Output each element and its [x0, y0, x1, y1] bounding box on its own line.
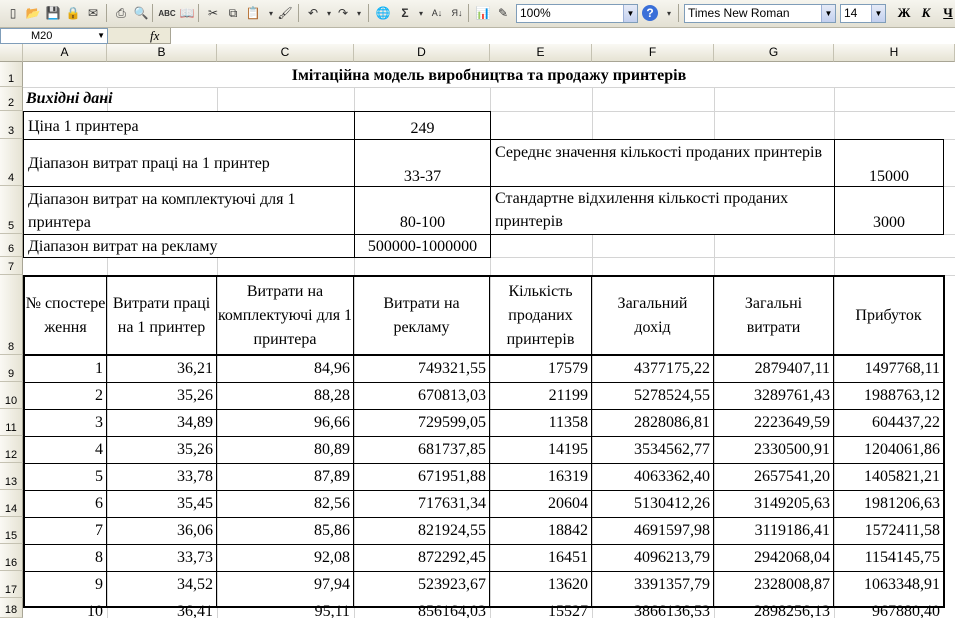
cell-labor-cost[interactable]: 35,45 [177, 495, 213, 512]
cell-total-revenue[interactable]: 4096213,79 [634, 549, 710, 566]
chevron-down-icon: ▼ [871, 5, 885, 22]
cell-observation[interactable]: 5 [95, 468, 103, 485]
cell-components-cost[interactable]: 92,08 [314, 549, 350, 566]
header-total-costs[interactable]: Загальні витрати [744, 294, 803, 336]
header-ads-cost[interactable]: Витрати на рекламу [383, 294, 460, 336]
font-size-value: 14 [844, 6, 858, 20]
cut-icon[interactable]: ✂ [207, 6, 219, 20]
row-header-2[interactable]: 2 [0, 87, 23, 111]
price-label[interactable]: Ціна 1 принтера [23, 111, 355, 140]
components-range-value[interactable]: 80-100 [354, 186, 491, 235]
row-header-18[interactable]: 18 [0, 598, 23, 618]
cell-ads-cost[interactable]: 729599,05 [418, 414, 486, 431]
chevron-down-icon: ▼ [97, 31, 105, 40]
email-icon[interactable]: ✉ [87, 6, 99, 20]
cell-labor-cost[interactable]: 33,78 [177, 468, 213, 485]
sheet-title[interactable]: Імітаційна модель виробництва та продажу принтерів [23, 62, 955, 87]
cell-components-cost[interactable]: 80,89 [314, 441, 350, 458]
cell-sold-count[interactable]: 15527 [548, 603, 588, 618]
cell-components-cost[interactable]: 87,89 [314, 468, 350, 485]
cell-sold-count[interactable]: 14195 [548, 441, 588, 458]
cell-total-revenue[interactable]: 3866136,53 [634, 603, 710, 618]
cell-observation[interactable]: 4 [95, 441, 103, 458]
cell-total-costs[interactable]: 2942068,04 [754, 549, 830, 566]
header-components-cost[interactable]: Витрати на комплектуючі для 1 принтера [217, 282, 353, 348]
function-icon[interactable]: fx [150, 28, 160, 43]
column-header-a[interactable]: A [23, 44, 107, 62]
row-header-13[interactable]: 13 [0, 463, 23, 490]
header-sold-count[interactable]: Кількість проданих принтерів [506, 282, 575, 348]
row-header-5[interactable]: 5 [0, 186, 23, 234]
cell-total-revenue[interactable]: 4377175,22 [634, 360, 710, 377]
row-header-6[interactable]: 6 [0, 234, 23, 257]
cell-components-cost[interactable]: 96,66 [314, 414, 350, 431]
labor-range-value[interactable]: 33-37 [354, 139, 491, 187]
autosum-icon[interactable]: Σ [401, 6, 409, 20]
cell-total-costs[interactable]: 2879407,11 [754, 360, 830, 377]
cell-sold-count[interactable]: 21199 [548, 387, 588, 404]
std-sold-label[interactable]: Стандартне відхилення кількості проданих принтерів [490, 186, 835, 235]
cell-sold-count[interactable]: 11358 [548, 414, 588, 431]
cell-ads-cost[interactable]: 681737,85 [418, 441, 486, 458]
row-header-10[interactable]: 10 [0, 382, 23, 409]
cell-profit[interactable]: 1405821,21 [864, 468, 940, 485]
cell-components-cost[interactable]: 95,11 [314, 603, 350, 618]
font-size-select[interactable] [840, 4, 886, 23]
chart-wizard-icon[interactable]: 📊 [475, 6, 491, 20]
cell-profit[interactable]: 1497768,11 [864, 360, 940, 377]
cell-total-costs[interactable]: 2223649,59 [754, 414, 830, 431]
cell-total-costs[interactable]: 3119186,41 [754, 522, 830, 539]
font-name-value: Times New Roman [688, 6, 790, 20]
cell-total-revenue[interactable]: 5130412,26 [634, 495, 710, 512]
ads-range-label[interactable]: Діапазон витрат на рекламу [23, 234, 355, 258]
cell-profit[interactable]: 1988763,12 [864, 387, 940, 404]
cell-profit[interactable]: 604437,22 [872, 414, 940, 431]
cell-observation[interactable]: 9 [95, 576, 103, 593]
cell-labor-cost[interactable]: 35,26 [177, 441, 213, 458]
cell-observation[interactable]: 7 [95, 522, 103, 539]
format-painter-icon[interactable]: 🖌 [277, 6, 293, 20]
cell-labor-cost[interactable]: 35,26 [177, 387, 213, 404]
cell-sold-count[interactable]: 18842 [548, 522, 588, 539]
cell-ads-cost[interactable]: 749321,55 [418, 360, 486, 377]
cell-profit[interactable]: 1063348,91 [864, 576, 940, 593]
name-box[interactable] [0, 28, 108, 44]
standard-toolbar [0, 0, 955, 28]
header-total-revenue[interactable]: Загальний дохід [617, 294, 688, 336]
cell-labor-cost[interactable]: 33,73 [177, 549, 213, 566]
cell-components-cost[interactable]: 97,94 [314, 576, 350, 593]
cell-profit[interactable]: 1981206,63 [864, 495, 940, 512]
section-heading[interactable]: Вихідні дані [26, 90, 113, 107]
row-header-3[interactable]: 3 [0, 111, 23, 139]
cell-components-cost[interactable]: 84,96 [314, 360, 350, 377]
cell-sold-count[interactable]: 13620 [548, 576, 588, 593]
cell-total-costs[interactable]: 2898256,13 [754, 603, 830, 618]
cell-labor-cost[interactable]: 34,89 [177, 414, 213, 431]
cell-labor-cost[interactable]: 36,41 [177, 603, 213, 618]
hyperlink-icon[interactable]: 🌐 [375, 6, 391, 20]
row-header-9[interactable]: 9 [0, 355, 23, 382]
formula-bar [0, 28, 955, 44]
cell-observation[interactable]: 8 [95, 549, 103, 566]
cell-observation[interactable]: 10 [87, 603, 103, 618]
cell-ads-cost[interactable]: 821924,55 [418, 522, 486, 539]
redo-dropdown-icon[interactable]: ▾ [356, 8, 361, 18]
help-icon[interactable]: ? [642, 5, 658, 21]
italic-button[interactable]: К [921, 5, 931, 20]
cell-ads-cost[interactable]: 671951,88 [418, 468, 486, 485]
cell-total-costs[interactable]: 2330500,91 [754, 441, 830, 458]
header-observation[interactable]: № спостере ження [25, 294, 106, 336]
row-header-7[interactable]: 7 [0, 257, 23, 275]
cell-components-cost[interactable]: 82,56 [314, 495, 350, 512]
row-header-12[interactable]: 12 [0, 436, 23, 463]
autosum-dropdown-icon[interactable]: ▾ [418, 8, 423, 18]
row-header-8[interactable]: 8 [0, 275, 23, 355]
cell-sold-count[interactable]: 17579 [548, 360, 588, 377]
cell-observation[interactable]: 3 [95, 414, 103, 431]
row-header-11[interactable]: 11 [0, 409, 23, 436]
cell-total-costs[interactable]: 3149205,63 [754, 495, 830, 512]
cell-total-costs[interactable]: 2328008,87 [754, 576, 830, 593]
drawing-icon[interactable]: ✎ [497, 6, 509, 20]
cell-labor-cost[interactable]: 36,21 [177, 360, 213, 377]
font-name-select[interactable] [684, 4, 836, 23]
paste-dropdown-icon[interactable]: ▾ [268, 8, 273, 18]
row-header-17[interactable]: 17 [0, 571, 23, 598]
zoom-value: 100% [520, 6, 551, 20]
cell-total-revenue[interactable]: 4691597,98 [634, 522, 710, 539]
row-header-4[interactable]: 4 [0, 139, 23, 186]
cell-total-revenue[interactable]: 2828086,81 [634, 414, 710, 431]
zoom-select[interactable] [516, 4, 638, 23]
cell-profit[interactable]: 1572411,58 [864, 522, 940, 539]
bold-button[interactable]: Ж [897, 5, 911, 20]
cell-total-revenue[interactable]: 3391357,79 [634, 576, 710, 593]
row-header-1[interactable]: 1 [0, 62, 23, 87]
cell-reference: M20 [31, 30, 53, 42]
mean-sold-value[interactable]: 15000 [834, 139, 944, 187]
cell-labor-cost[interactable]: 34,52 [177, 576, 213, 593]
copy-icon[interactable]: ⧉ [228, 5, 238, 20]
row-header-16[interactable]: 16 [0, 544, 23, 571]
cell-profit[interactable]: 967880,40 [872, 603, 940, 618]
cell-components-cost[interactable]: 88,28 [314, 387, 350, 404]
column-header-c[interactable]: C [217, 44, 354, 62]
new-document-icon[interactable]: ▯ [9, 6, 17, 20]
cell-profit[interactable]: 1154145,75 [864, 549, 940, 566]
print-icon[interactable]: ⎙ [116, 5, 126, 20]
redo-icon[interactable]: ↷ [337, 6, 349, 20]
cell-ads-cost[interactable]: 856164,03 [418, 603, 486, 618]
cell-observation[interactable]: 6 [95, 495, 103, 512]
spelling-icon[interactable]: ABC [158, 8, 176, 18]
components-range-label[interactable]: Діапазон витрат на комплектуючі для 1 принтера [23, 186, 355, 235]
research-icon[interactable]: 📖 [179, 6, 195, 20]
header-labor-cost[interactable]: Витрати праці на 1 принтер [112, 294, 211, 336]
chevron-down-icon: ▼ [821, 5, 835, 22]
ads-range-value[interactable]: 500000-1000000 [354, 234, 491, 258]
permission-icon[interactable]: 🔒 [65, 6, 81, 20]
cell-ads-cost[interactable]: 872292,45 [418, 549, 486, 566]
cell-total-costs[interactable]: 2657541,20 [754, 468, 830, 485]
cell-sold-count[interactable]: 16451 [548, 549, 588, 566]
mean-sold-label[interactable]: Середнє значення кількості проданих принтерів [490, 139, 835, 187]
undo-icon[interactable]: ↶ [307, 6, 319, 20]
cell-sold-count[interactable]: 20604 [548, 495, 588, 512]
cell-components-cost[interactable]: 85,86 [314, 522, 350, 539]
cell-ads-cost[interactable]: 717631,34 [418, 495, 486, 512]
cell-ads-cost[interactable]: 670813,03 [418, 387, 486, 404]
sort-ascending-icon[interactable]: A↓ [431, 8, 443, 18]
cell-total-costs[interactable]: 3289761,43 [754, 387, 830, 404]
toolbar-options-icon[interactable]: ▾ [666, 8, 671, 18]
column-header-e[interactable]: E [490, 44, 592, 62]
print-preview-icon[interactable]: 🔍 [133, 6, 149, 20]
cell-observation[interactable]: 1 [95, 360, 103, 377]
cell-ads-cost[interactable]: 523923,67 [418, 576, 486, 593]
row-header-15[interactable]: 15 [0, 517, 23, 544]
save-icon[interactable]: 💾 [45, 6, 61, 20]
open-folder-icon[interactable]: 📂 [25, 6, 41, 20]
sort-descending-icon[interactable]: Я↓ [451, 8, 463, 18]
cell-total-revenue[interactable]: 4063362,40 [634, 468, 710, 485]
price-value[interactable]: 249 [354, 111, 491, 140]
column-header-d[interactable]: D [354, 44, 490, 62]
column-header-h[interactable]: H [834, 44, 955, 62]
chevron-down-icon: ▼ [623, 5, 637, 22]
cell-sold-count[interactable]: 16319 [548, 468, 588, 485]
cell-labor-cost[interactable]: 36,06 [177, 522, 213, 539]
undo-dropdown-icon[interactable]: ▾ [326, 8, 331, 18]
select-all-corner[interactable] [0, 44, 23, 62]
cell-profit[interactable]: 1204061,86 [864, 441, 940, 458]
header-profit[interactable]: Прибуток [855, 306, 922, 324]
cell-total-revenue[interactable]: 3534562,77 [634, 441, 710, 458]
column-header-b[interactable]: B [107, 44, 217, 62]
formula-input[interactable] [170, 28, 955, 44]
cell-observation[interactable]: 2 [95, 387, 103, 404]
std-sold-value[interactable]: 3000 [834, 186, 944, 235]
cell-total-revenue[interactable]: 5278524,55 [634, 387, 710, 404]
column-header-g[interactable]: G [714, 44, 834, 62]
row-header-14[interactable]: 14 [0, 490, 23, 517]
labor-range-label[interactable]: Діапазон витрат праці на 1 принтер [23, 139, 355, 187]
paste-icon[interactable]: 📋 [245, 6, 261, 20]
underline-button[interactable]: Ч [943, 5, 953, 20]
column-header-f[interactable]: F [592, 44, 714, 62]
